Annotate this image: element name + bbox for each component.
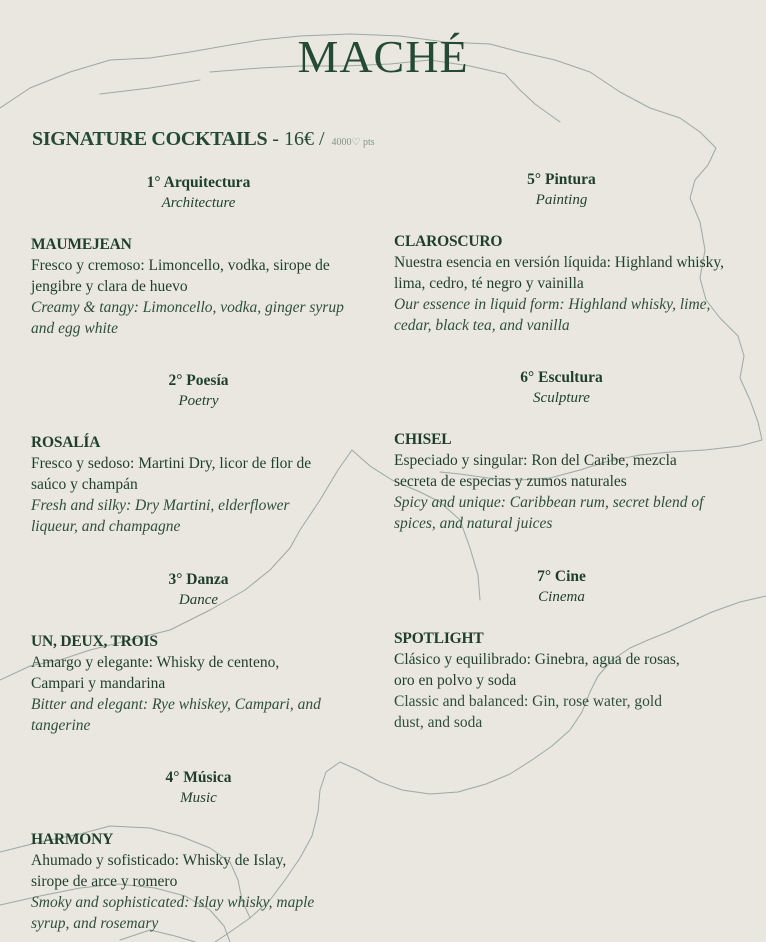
category-title: 7° Cine bbox=[537, 568, 586, 585]
drink-item bbox=[394, 231, 724, 336]
section-points: 4000♡ pts bbox=[331, 137, 375, 148]
drink-description-en: Classic and balanced: Gin, rose water, gold dust, and soda bbox=[394, 693, 662, 731]
drink-item bbox=[31, 234, 351, 339]
category-title: 5° Pintura bbox=[527, 171, 596, 188]
drink-name: MAUMEJEAN bbox=[31, 236, 132, 253]
category-subtitle: Poetry bbox=[178, 393, 219, 409]
drink-name: HARMONY bbox=[31, 831, 114, 848]
section-title bbox=[32, 128, 375, 151]
category-title: 3° Danza bbox=[168, 571, 229, 588]
drink-name: CHISEL bbox=[394, 431, 452, 448]
category-subtitle: Architecture bbox=[161, 195, 236, 211]
category-heading bbox=[394, 566, 729, 608]
drink-description-en: Fresh and silky: Dry Martini, elderflower liqueur, and champagne bbox=[31, 497, 290, 535]
category-subtitle: Cinema bbox=[538, 589, 585, 605]
category-heading bbox=[394, 367, 729, 409]
category-subtitle: Music bbox=[180, 790, 217, 806]
category-title: 6° Escultura bbox=[520, 369, 603, 386]
category-heading bbox=[31, 370, 366, 412]
drink-name: UN, DEUX, TROIS bbox=[31, 633, 158, 650]
category-heading bbox=[31, 767, 366, 809]
category-title: 2° Poesía bbox=[168, 372, 229, 389]
drink-description-en: Creamy & tangy: Limoncello, vodka, ginger syrup and egg white bbox=[31, 299, 344, 337]
category-subtitle: Dance bbox=[178, 592, 219, 608]
category-title: 1° Arquitectura bbox=[146, 174, 251, 191]
drink-item bbox=[31, 631, 331, 736]
drink-description-es: Fresco y sedoso: Martini Dry, licor de flor de saúco y champán bbox=[31, 455, 312, 493]
drink-description-es: Clásico y equilibrado: Ginebra, agua de rosas, oro en polvo y soda bbox=[394, 651, 680, 689]
drink-name: SPOTLIGHT bbox=[394, 630, 484, 647]
category-title: 4° Música bbox=[165, 769, 232, 786]
drink-description-es: Amargo y elegante: Whisky de centeno, Campari y mandarina bbox=[31, 654, 280, 692]
category-heading bbox=[394, 169, 729, 211]
drink-description-en: Our essence in liquid form: Highland whisky, lime, cedar, black tea, and vanilla bbox=[394, 296, 711, 334]
category-subtitle: Painting bbox=[535, 192, 588, 208]
drink-description-en: Bitter and elegant: Rye whiskey, Campari, and tangerine bbox=[31, 696, 321, 734]
drink-name: ROSALÍA bbox=[31, 434, 101, 451]
drink-description-es: Fresco y cremoso: Limoncello, vodka, sirope de jengibre y clara de huevo bbox=[31, 257, 330, 295]
drink-description-en: Spicy and unique: Caribbean rum, secret blend of spices, and natural juices bbox=[394, 494, 704, 532]
drink-item bbox=[394, 628, 694, 733]
category-subtitle: Sculpture bbox=[533, 390, 590, 406]
category-heading bbox=[31, 172, 366, 214]
section-price: 16€ bbox=[283, 128, 314, 150]
section-separator: - bbox=[267, 128, 284, 150]
drink-description-es: Ahumado y sofisticado: Whisky de Islay, sirope de arce y romero bbox=[31, 852, 287, 890]
drink-item bbox=[31, 829, 326, 934]
drink-item bbox=[394, 429, 704, 534]
brand-logo: MACHÉ bbox=[297, 31, 469, 82]
drink-description-en: Smoky and sophisticated: Islay whisky, maple syrup, and rosemary bbox=[31, 894, 315, 932]
section-name: SIGNATURE COCKTAILS bbox=[32, 128, 268, 150]
drink-name: CLAROSCURO bbox=[394, 233, 503, 250]
drink-item bbox=[31, 432, 331, 537]
section-slash: / bbox=[313, 128, 330, 150]
category-heading bbox=[31, 569, 366, 611]
drink-description-es: Especiado y singular: Ron del Caribe, mezcla secreta de especias y zumos naturales bbox=[394, 452, 677, 490]
drink-description-es: Nuestra esencia en versión líquida: Highland whisky, lima, cedro, té negro y vainilla bbox=[394, 254, 725, 292]
